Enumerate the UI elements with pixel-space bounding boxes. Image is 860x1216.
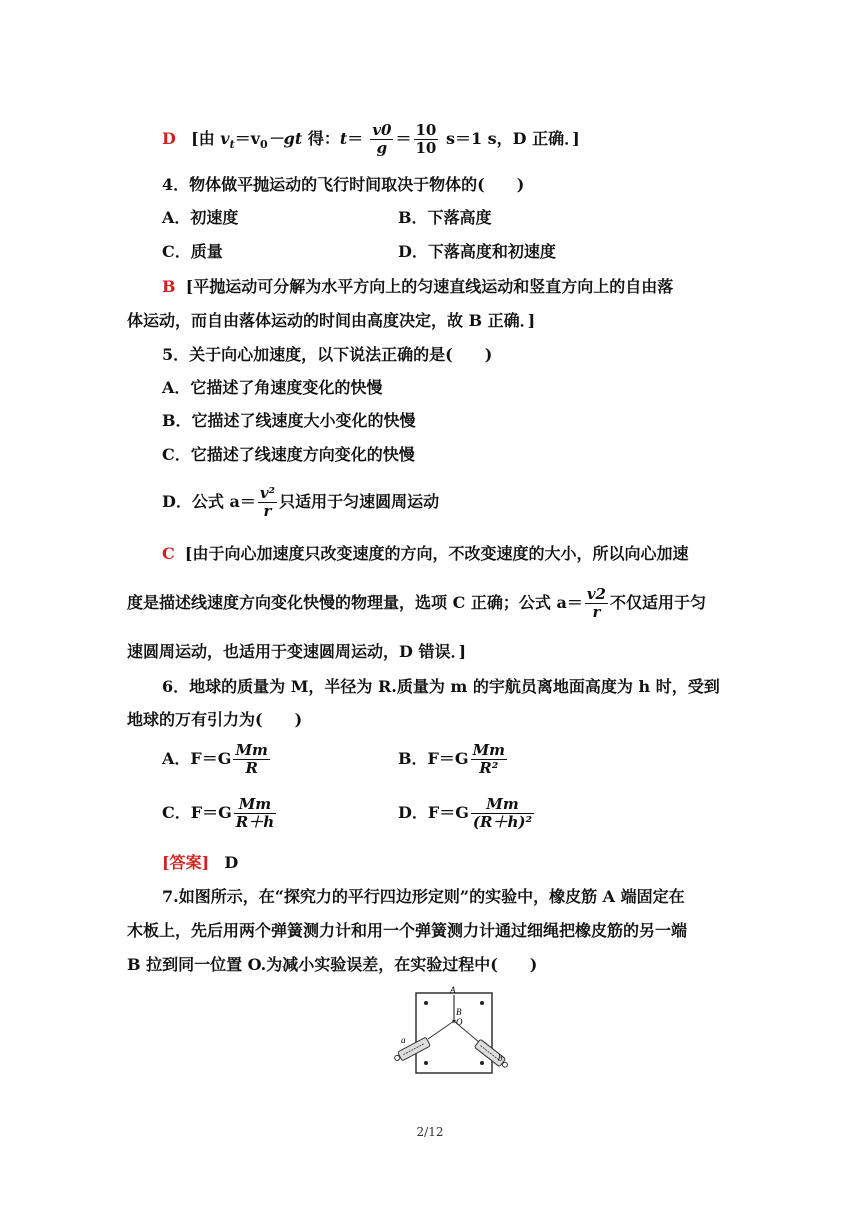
- q5-option-b: B．它描述了线速度大小变化的快慢: [162, 411, 416, 430]
- q3-tail: s＝1 s，D 正确．]: [440, 129, 580, 148]
- q5-explanation-line1: [162, 544, 688, 564]
- q6-opt-a-num: Mm: [235, 741, 268, 759]
- label-a-point: A: [450, 985, 456, 995]
- q6-answer-label: [答案]: [162, 853, 210, 872]
- q6-opt-d-pre: D．F＝G: [398, 803, 469, 822]
- q6-opt-b-pre: B．F＝G: [398, 749, 469, 768]
- q3-v0-sub: 0: [260, 138, 268, 152]
- q5-exp2-num: v2: [586, 585, 606, 603]
- q3-de: 得：: [302, 129, 340, 148]
- q4-option-d: D．下落高度和初速度: [398, 242, 556, 261]
- q5-stem: 5．关于向心加速度，以下说法正确的是( ): [162, 345, 493, 364]
- q6-option-d: [398, 796, 536, 831]
- q6-opt-c-pre: C．F＝G: [162, 803, 232, 822]
- q7-figure: [388, 985, 518, 1077]
- q3-t: t: [339, 129, 348, 148]
- q5-explanation-line3: 速圆周运动，也适用于变速圆周运动，D 错误．]: [127, 642, 467, 661]
- q6-answer: [162, 853, 238, 873]
- label-a-scale: a: [401, 1035, 406, 1045]
- q6-opt-a-frac: [233, 742, 269, 777]
- q6-stem-line2: 地球的万有引力为( ): [127, 710, 303, 729]
- q4-explanation-line1: [162, 277, 673, 297]
- q3-frac2: [414, 122, 439, 157]
- q3-explanation: [162, 122, 580, 157]
- pin-tr: [480, 1001, 484, 1005]
- q3-frac2-num: 10: [415, 121, 437, 139]
- q3-frac2-den: 10: [415, 139, 437, 157]
- q4-answer-letter: B: [162, 277, 176, 296]
- q5-option-a: A．它描述了角速度变化的快慢: [162, 378, 383, 397]
- q3-answer-letter: D: [162, 129, 176, 148]
- q5-exp2-frac: [585, 586, 608, 621]
- q5-opt-d-pre: D．公式 a＝: [162, 492, 256, 511]
- q5-opt-d-den: r: [263, 502, 272, 520]
- q3-eq2: ＝: [395, 129, 412, 148]
- q3-eq: ＝: [347, 129, 364, 148]
- q4-explanation-line2: 体运动，而自由落体运动的时间由高度决定，故 B 正确．]: [127, 311, 536, 330]
- label-o-point: O: [456, 1017, 463, 1027]
- label-b-point: B: [456, 1007, 462, 1017]
- q7-stem-line3: B 拉到同一位置 O.为减小实验误差，在实验过程中( ): [127, 955, 538, 974]
- q5-opt-d-num: v²: [259, 484, 276, 502]
- q3-vt: v: [220, 129, 230, 148]
- pin-bl: [424, 1061, 428, 1065]
- pin-tl: [424, 1001, 428, 1005]
- q5-answer-letter: C: [162, 544, 175, 563]
- q7-stem-line1: 7.如图所示，在“探究力的平行四边形定则”的实验中，橡皮筋 A 端固定在: [162, 887, 685, 906]
- q3-exp-open: [由: [191, 129, 221, 148]
- q5-opt-d-post: 只适用于匀速圆周运动: [279, 492, 440, 511]
- q5-exp2-post: 不仅适用于匀: [609, 593, 706, 612]
- q5-opt-d-frac: [258, 485, 277, 520]
- q4-exp-text1: [平抛运动可分解为水平方向上的匀速直线运动和竖直方向上的自由落: [185, 277, 674, 296]
- q5-option-d: [162, 485, 439, 520]
- q7-stem-line2: 木板上，先后用两个弹簧测力计和用一个弹簧测力计通过细绳把橡皮筋的另一端: [127, 921, 688, 940]
- q5-option-c: C．它描述了线速度方向变化的快慢: [162, 445, 415, 464]
- q6-opt-d-num: Mm: [471, 796, 534, 814]
- q6-opt-b-frac: [471, 742, 507, 777]
- q4-option-a: A．初速度: [162, 208, 239, 227]
- q6-opt-a-den: R: [245, 759, 258, 777]
- q6-answer-letter: D: [224, 853, 239, 872]
- q3-vt-sub: t: [229, 138, 235, 152]
- q6-opt-d-frac: [471, 796, 534, 831]
- q5-exp-text1: [由于向心加速度只改变速度的方向，不改变速度的大小，所以向心加速: [184, 544, 689, 563]
- q3-frac1-den: g: [376, 139, 388, 157]
- q3-frac1: [370, 122, 393, 157]
- q4-stem: 4．物体做平抛运动的飞行时间取决于物体的( ): [162, 175, 525, 194]
- q6-opt-c-den: R＋h: [235, 813, 275, 831]
- pin-br: [480, 1061, 484, 1065]
- q6-opt-c-frac: [234, 796, 276, 831]
- q3-eq-tail: －gt: [267, 129, 303, 148]
- q5-exp2-pre: 度是描述线速度方向变化快慢的物理量，选项 C 正确；公式 a＝: [127, 593, 583, 612]
- q5-exp2-den: r: [592, 603, 601, 621]
- label-b-scale: b: [498, 1053, 503, 1063]
- q3-frac1-num: v0: [372, 121, 392, 139]
- q6-opt-a-pre: A．F＝G: [162, 749, 232, 768]
- q6-opt-c-num: Mm: [234, 796, 276, 814]
- q6-opt-b-num: Mm: [472, 741, 506, 759]
- q6-option-a: [162, 742, 272, 777]
- q6-stem-line1: 6．地球的质量为 M，半径为 R.质量为 m 的宇航员离地面高度为 h 时，受到: [162, 677, 720, 696]
- q4-option-c: C．质量: [162, 242, 223, 261]
- q4-option-b: B．下落高度: [398, 208, 492, 227]
- q6-option-c: [162, 796, 278, 831]
- q6-option-b: [398, 742, 509, 777]
- q5-explanation-line2: [127, 586, 706, 621]
- q6-opt-d-den: (R＋h)²: [472, 813, 533, 831]
- q6-opt-b-den: R²: [479, 759, 499, 777]
- page-number: 2/12: [416, 1125, 444, 1139]
- q3-eq-rest: ＝v: [234, 129, 260, 148]
